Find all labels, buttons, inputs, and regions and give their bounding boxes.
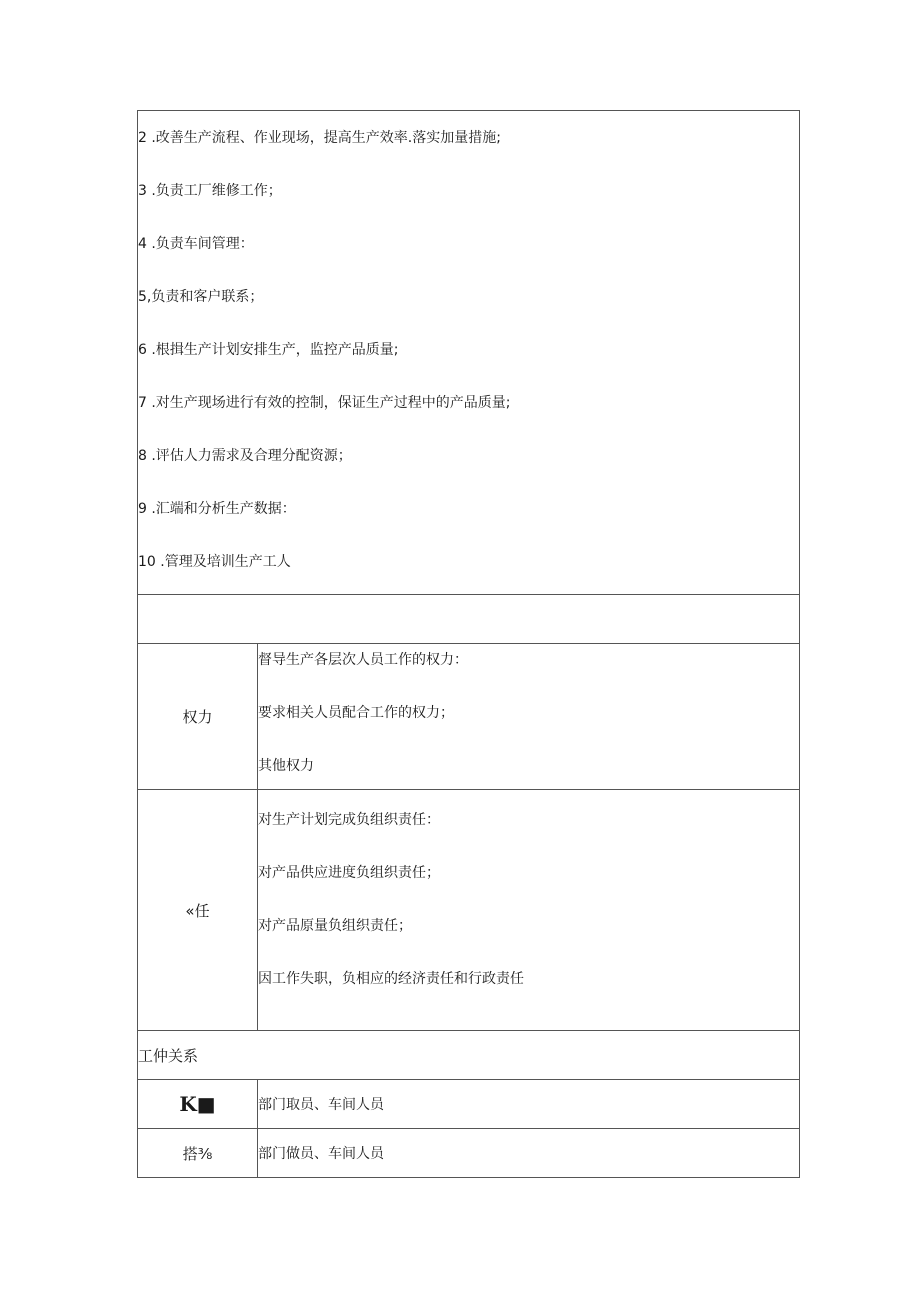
responsibility-label: «任 xyxy=(138,790,258,1030)
power-item: 其他权力 xyxy=(258,758,314,774)
power-content xyxy=(258,644,799,789)
relation-value: 部门做员、车间人员 xyxy=(258,1146,384,1162)
relation-row xyxy=(138,1079,799,1128)
duty-item: 3 .负责工厂维修工作； xyxy=(138,183,282,199)
duty-item: 6 .根揖生产计划安排生产，监控产品质量; xyxy=(138,342,399,358)
relations-header: 工仲关系 xyxy=(138,1030,799,1079)
responsibility-content xyxy=(258,790,799,1030)
responsibility-item: 对产品原量负组织责任； xyxy=(258,918,412,934)
duties-list xyxy=(138,128,799,588)
responsibility-row xyxy=(138,789,799,1030)
duties-row xyxy=(138,111,799,594)
power-label: 权力 xyxy=(138,644,258,789)
duty-item: 9 .汇端和分析生产数据： xyxy=(138,501,296,517)
duty-item: 5,负责和客户联系； xyxy=(138,289,264,305)
responsibility-item: 对产品供应进度负组织责任； xyxy=(258,865,440,881)
duty-item: 8 .评估人力需求及合理分配资源； xyxy=(138,448,352,464)
duty-item: 10 .管理及培训生产工人 xyxy=(138,554,291,570)
responsibility-item: 因工作失职，负相应的经济责任和行政责任 xyxy=(258,971,524,987)
job-description-table xyxy=(137,110,800,1178)
power-row xyxy=(138,643,799,789)
duty-item: 4 .负责车间管理： xyxy=(138,236,254,252)
relation-value: 部门取员、车间人员 xyxy=(258,1097,384,1113)
responsibility-item: 对生产计划完成负组织责任： xyxy=(258,812,440,828)
relation-label: K■ xyxy=(138,1080,258,1128)
duty-item: 7 .对生产现场进行有效的控制，保证生产过程中的产品质量; xyxy=(138,395,511,411)
duty-item: 2 .改善生产流程、作业现场，提高生产效率.落实加量措施; xyxy=(138,130,501,146)
power-item: 督导生产各层次人员工作的权力： xyxy=(258,652,468,668)
relation-row xyxy=(138,1128,799,1177)
relation-label: 搭⅜ xyxy=(138,1129,258,1177)
power-item: 要求相关人员配合工作的权力； xyxy=(258,705,454,721)
